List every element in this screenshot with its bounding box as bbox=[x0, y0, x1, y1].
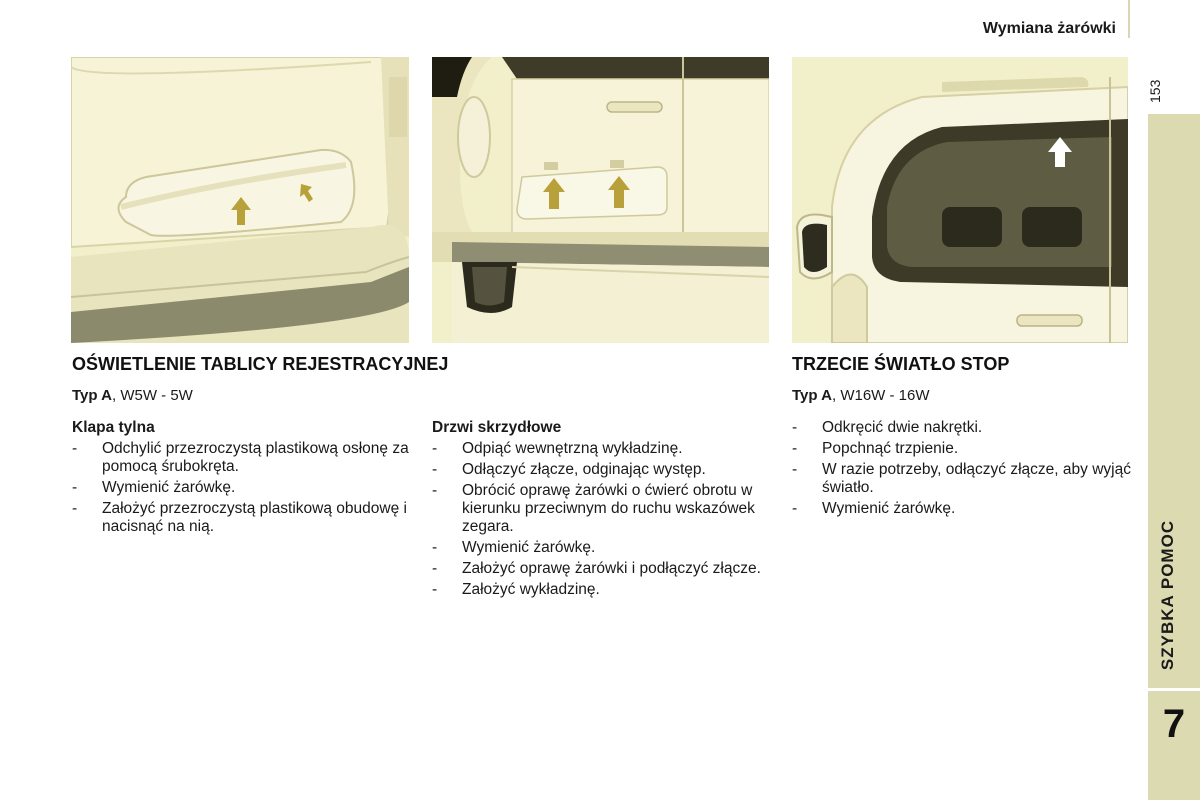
list-item: - Odchylić przezroczystą plastikową osłonę za pomocą śrubokręta. bbox=[72, 440, 412, 476]
list-item: - Popchnąć trzpienie. bbox=[792, 440, 1132, 458]
rear-doors-instructions bbox=[432, 419, 777, 602]
rear-doors-heading: Drzwi skrzydłowe bbox=[432, 419, 562, 436]
section-title-plate-light: OŚWIETLENIE TABLICY REJESTRACYJNEJ bbox=[72, 354, 449, 374]
list-item: - Wymienić żarówkę. bbox=[792, 500, 1132, 518]
bulb-type-value: , W5W - 5W bbox=[112, 387, 193, 404]
page-header-title: Wymiana żarówki bbox=[982, 20, 1116, 37]
tailgate-steps bbox=[72, 440, 412, 536]
list-item: - Wymienić żarówkę. bbox=[72, 479, 412, 497]
figure-tailgate-plate-light bbox=[71, 57, 409, 343]
section-title-brake-light: TRZECIE ŚWIATŁO STOP bbox=[792, 354, 1010, 374]
bulb-type-label: Typ A bbox=[72, 387, 112, 404]
bulb-type-label: Typ A bbox=[792, 387, 832, 404]
list-item: - Założyć przezroczystą plastikową obudowę i nacisnąć na nią. bbox=[72, 500, 412, 536]
list-item: - Wymienić żarówkę. bbox=[432, 539, 777, 557]
bulb-type-value: , W16W - 16W bbox=[832, 387, 930, 404]
list-item: - Obrócić oprawę żarówki o ćwierć obrotu w kierunku przeciwnym do ruchu wskazówek zegara. bbox=[432, 482, 777, 536]
figure-third-brake-light bbox=[792, 57, 1128, 343]
header-divider bbox=[1128, 0, 1130, 38]
list-item: - Odkręcić dwie nakrętki. bbox=[792, 419, 1132, 437]
brake-light-steps bbox=[792, 419, 1132, 518]
list-item: - W razie potrzeby, odłączyć złącze, aby wyjąć światło. bbox=[792, 461, 1132, 497]
bulb-type-plate-light bbox=[72, 387, 193, 404]
brake-light-instructions bbox=[792, 419, 1132, 521]
rear-doors-steps bbox=[432, 440, 777, 599]
list-item: - Odłączyć złącze, odginając występ. bbox=[432, 461, 777, 479]
page-number: 153 bbox=[1147, 79, 1163, 103]
figure-rear-doors-plate-light bbox=[432, 57, 769, 343]
tailgate-instructions bbox=[72, 419, 412, 539]
side-tab-label: SZYBKA POMOC bbox=[1158, 519, 1177, 671]
chapter-number: 7 bbox=[1162, 702, 1186, 746]
list-item: - Założyć oprawę żarówki i podłączyć złącze. bbox=[432, 560, 777, 578]
list-item: - Założyć wykładzinę. bbox=[432, 581, 777, 599]
list-item: - Odpiąć wewnętrzną wykładzinę. bbox=[432, 440, 777, 458]
tailgate-heading: Klapa tylna bbox=[72, 419, 155, 436]
bulb-type-brake-light bbox=[792, 387, 930, 404]
